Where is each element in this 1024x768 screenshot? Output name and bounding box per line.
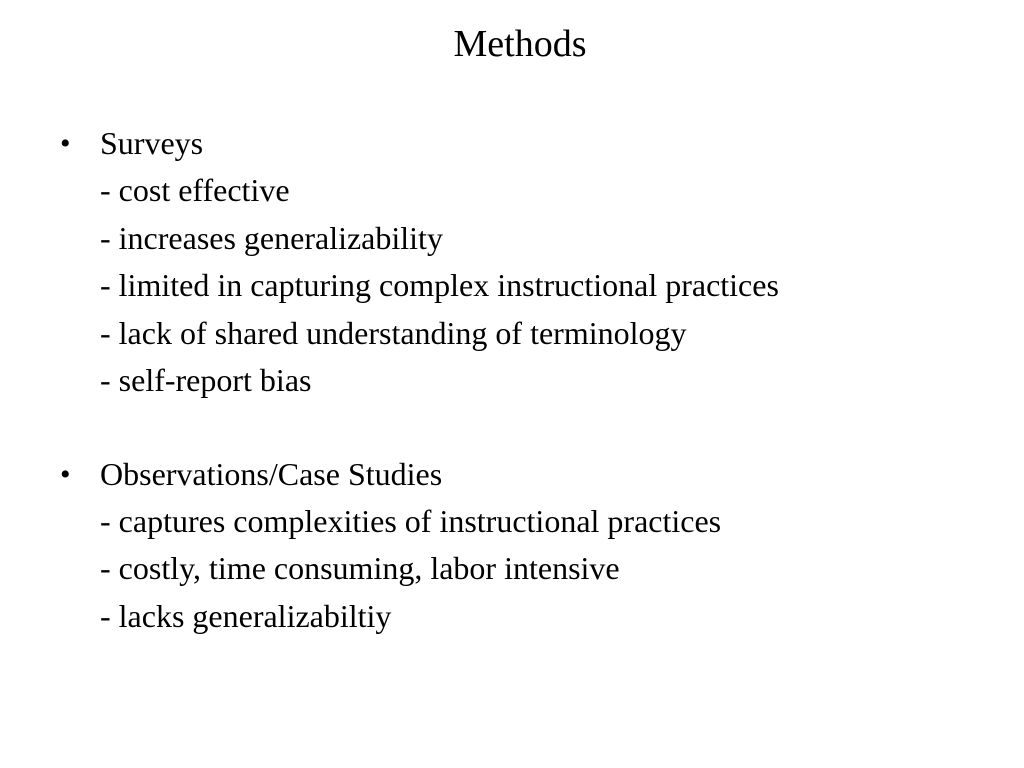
surveys-sub-list (100, 167, 779, 405)
bullet-surveys (60, 120, 779, 405)
bullet-marker-icon: • (60, 127, 71, 160)
sub-item: - limited in capturing complex instructional practices (100, 267, 779, 303)
sub-item: - lacks generalizabiltiy (100, 597, 392, 634)
bullet-observations (60, 451, 779, 641)
bullet-marker-icon: • (60, 457, 71, 491)
bullet-list (60, 120, 779, 686)
sub-item: - lack of shared understanding of terminology (100, 314, 687, 351)
sub-item: - captures complexities of instructional practices (100, 502, 722, 539)
sub-item: - increases generalizability (100, 219, 443, 256)
bullet-heading-surveys: Surveys (100, 125, 204, 161)
observations-sub-list (100, 498, 779, 641)
slide-title: Methods (453, 23, 587, 65)
sub-item: - cost effective (100, 172, 290, 208)
sub-item: - self-report bias (100, 362, 312, 398)
bullet-heading-observations: Observations/Case Studies (100, 455, 443, 492)
sub-item: - costly, time consuming, labor intensive (100, 550, 620, 586)
